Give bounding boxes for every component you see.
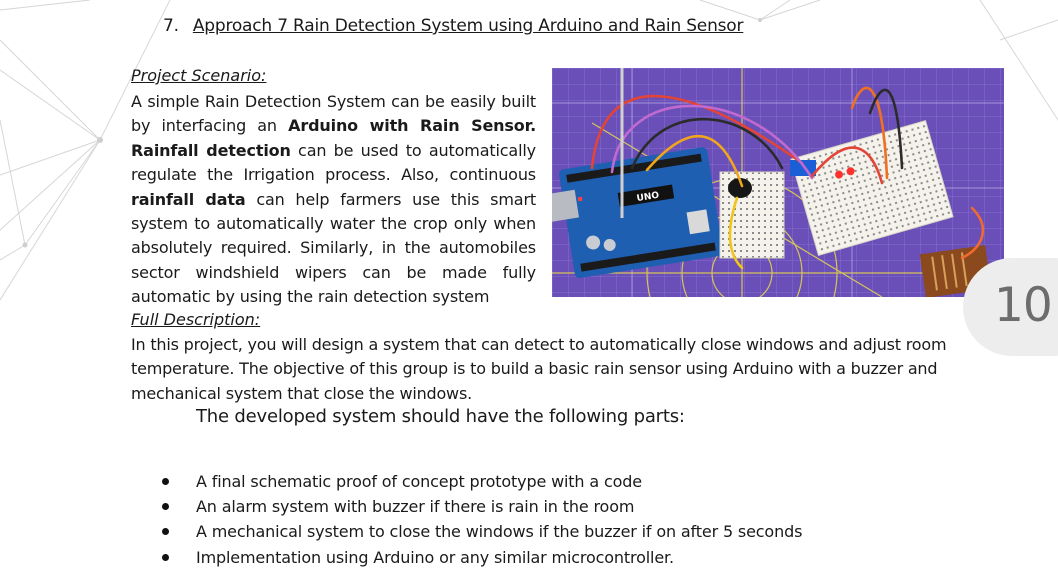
full-description-label: Full Description: xyxy=(131,310,261,329)
section-title: Approach 7 Rain Detection System using Arduino and Rain Sensor xyxy=(192,16,744,36)
scenario-bold-1: Arduino with Rain Sensor. Rainfall detection xyxy=(131,116,537,160)
list-item: A mechanical system to close the windows if the buzzer if on after 5 seconds xyxy=(160,519,802,544)
list-item: Implementation using Arduino or any similar microcontroller. xyxy=(160,545,802,570)
section-heading xyxy=(163,16,743,36)
project-scenario-label: Project Scenario: xyxy=(131,66,267,85)
page-number: 10 xyxy=(994,278,1052,333)
scenario-text-2: can be used to automatically regulate the Irrigation process. Also, continuous xyxy=(131,140,536,185)
section-number: 7. xyxy=(163,16,179,36)
board-label: UNO xyxy=(636,190,660,205)
list-item: An alarm system with buzzer if there is rain in the room xyxy=(160,494,802,519)
scenario-text-1: A simple Rain Detection System can be easily built by interfacing an xyxy=(131,92,536,136)
scenario-text-3: can help farmers use this smart system to automatically water the crop only when absolutely required. Similarly, in the automobiles sector windshield wipers can be made fully automatic by using the rain detection system xyxy=(131,189,537,307)
scenario-bold-2: rainfall data xyxy=(131,189,246,209)
list-item: A final schematic proof of concept prototype with a code xyxy=(160,469,802,494)
parts-heading: The developed system should have the following parts: xyxy=(196,406,685,427)
arduino-rain-sensor-photo xyxy=(552,68,1004,297)
parts-list xyxy=(160,469,802,570)
project-scenario-text xyxy=(131,90,536,310)
full-description-text: In this project, you will design a system that can detect to automatically close windows and adjust room temperature. The objective of this group is to build a basic rain sensor using Arduino with a buzzer and mechanical system that close the windows. xyxy=(131,335,947,403)
